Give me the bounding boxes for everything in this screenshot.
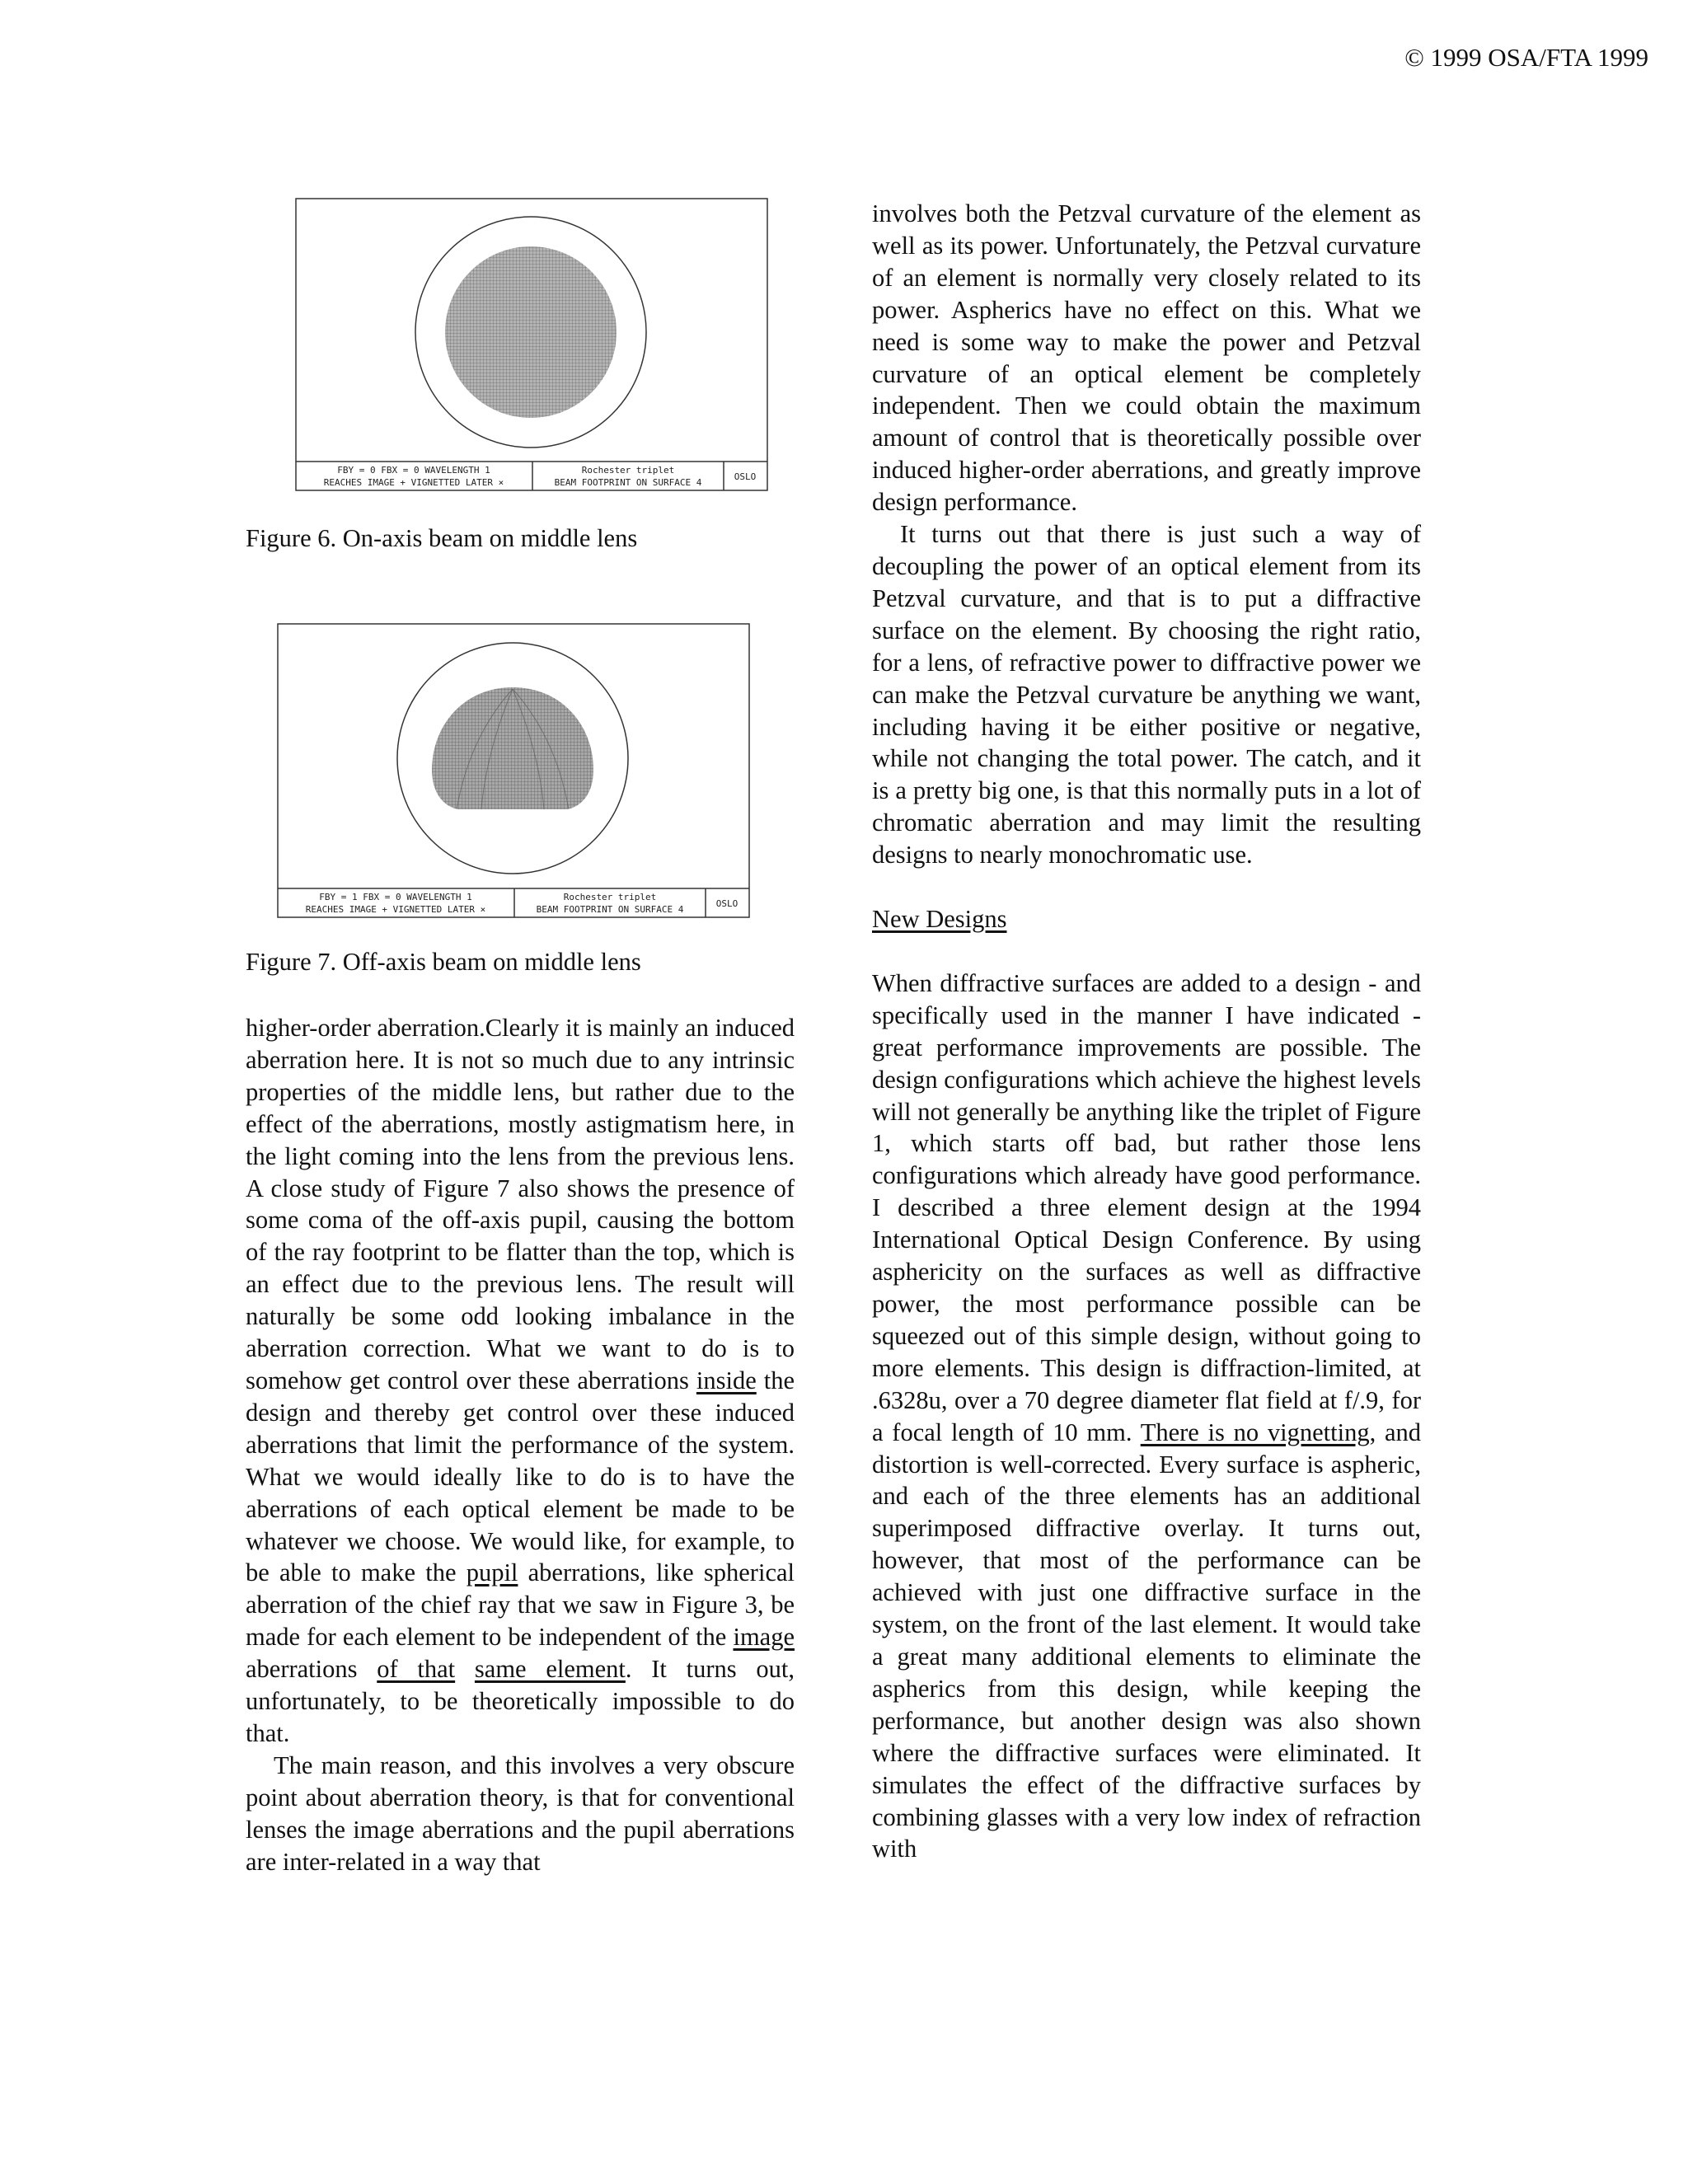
paragraph: The main reason, and this involves a very obscure point about aberration theory, is that for conventional lenses the image aberrations and the pupil aberrations are inter-related in a way that	[246, 1750, 795, 1876]
figure-6-oslo-label: OSLO	[734, 471, 757, 482]
section-heading-new-designs: New Designs	[872, 905, 1007, 934]
figure-7-caption: Figure 7. Off-axis beam on middle lens	[246, 948, 641, 976]
underlined-text: There is no vignetting	[1140, 1418, 1370, 1446]
figure-7	[277, 623, 750, 918]
beam-footprint	[445, 246, 617, 418]
figure-7-info-mid-2: BEAM FOOTPRINT ON SURFACE 4	[536, 904, 684, 915]
figure-7-plot	[277, 623, 750, 918]
underlined-text: same element	[474, 1655, 626, 1684]
paragraph: higher-order aberration.Clearly it is mainly an induced aberration here. It is not so much due to any intrinsic properties of the middle lens, but rather due to the effect of the aberrations, mostly astigmatism here, in the light coming into the lens from the previous lens. A close study of Figure 7 also shows the presence of some coma of the off-axis pupil, causing the bottom of the ray footprint to be flatter than the top, which is an effect due to the previous lens. The result will naturally be some odd looking imbalance in the aberration correction. What we want to do is to somehow get control over these aberrations inside the design and thereby get control over these induced aberrations that limit the performance of the system. What we would ideally like to do is to have the aberrations of each optical element be made to be whatever we choose. We would like, for example, to be able to make the pupil aberrations, like spherical aberration of the chief ray that we saw in Figure 3, be made for each element to be independent of the image aberrations of that same element. It turns out, unfortunately, to be theoretically impossible to do that.	[246, 1014, 795, 1747]
figure-7-oslo-label: OSLO	[715, 898, 738, 909]
paragraph: involves both the Petzval curvature of the element as well as its power. Unfortunately, the Petzval curvature of an element is normally very closely related to its power. Aspherics have no effect on this. What we need is some way to make the power and Petzval curvature of an optical element be completely independent. Then we could obtain the maximum amount of control that is theoretically possible over induced higher-order aberrations, and greatly improve design performance.	[872, 199, 1421, 517]
figure-6-info-left-2: REACHES IMAGE + VIGNETTED LATER ×	[323, 477, 504, 488]
underlined-text: image	[733, 1623, 795, 1652]
left-column	[246, 1012, 795, 1877]
underlined-text: inside	[696, 1366, 757, 1394]
underlined-text: pupil	[466, 1558, 518, 1587]
underlined-text: of that	[377, 1655, 456, 1684]
figure-7-info-left-1: FBY = 1 FBX = 0 WAVELENGTH 1	[319, 892, 472, 902]
figure-6-caption: Figure 6. On-axis beam on middle lens	[246, 524, 638, 552]
right-column	[872, 198, 1421, 1865]
figure-6	[295, 198, 768, 491]
figure-6-info-mid-1: Rochester triplet	[581, 465, 675, 476]
figure-7-info-left-2: REACHES IMAGE + VIGNETTED LATER ×	[305, 904, 486, 915]
figure-7-info-mid-1: Rochester triplet	[563, 892, 657, 902]
figure-6-plot	[295, 198, 768, 491]
figure-6-info-left-1: FBY = 0 FBX = 0 WAVELENGTH 1	[337, 465, 490, 476]
copyright-header: © 1999 OSA/FTA 1999	[1404, 43, 1648, 72]
paragraph: When diffractive surfaces are added to a design - and specifically used in the manner I have indicated - great performance improvements are possible. The design configurations which achieve the highest levels will not generally be anything like the triplet of Figure 1, which starts off bad, but rather those lens configurations which already have good performance. I described a three element design at the 1994 International Optical Design Conference. By using asphericity on the surfaces as well as diffractive power, the most performance possible can be squeezed out of this simple design, without going to more elements. This design is diffraction-limited, at .6328u, over a 70 degree diameter flat field at f/.9, for a focal length of 10 mm. There is no vignetting, and distortion is well-corrected. Every surface is aspheric, and each of the three elements has an additional superimposed diffractive overlay. It turns out, however, that most of the performance can be achieved with just one diffractive surface in the system, on the front of the last element. It would take a great many additional elements to eliminate the aspherics from this design, while keeping the performance, but another design was also shown where the diffractive surfaces were eliminated. It simulates the effect of the diffractive surfaces by combining glasses with a very low index of refraction with	[872, 968, 1422, 1863]
figure-6-info-mid-2: BEAM FOOTPRINT ON SURFACE 4	[554, 477, 702, 488]
paragraph: It turns out that there is just such a way of decoupling the power of an optical element from its Petzval curvature, and that is to put a diffractive surface on the element. By choosing the right ratio, for a lens, of refractive power to diffractive power we can make the Petzval curvature be anything we want, including having it be either positive or negative, while not changing the total power. The catch, and it is a pretty big one, is that this normally puts in a lot of chromatic aberration and may limit the resulting designs to nearly monochromatic use.	[872, 520, 1421, 869]
